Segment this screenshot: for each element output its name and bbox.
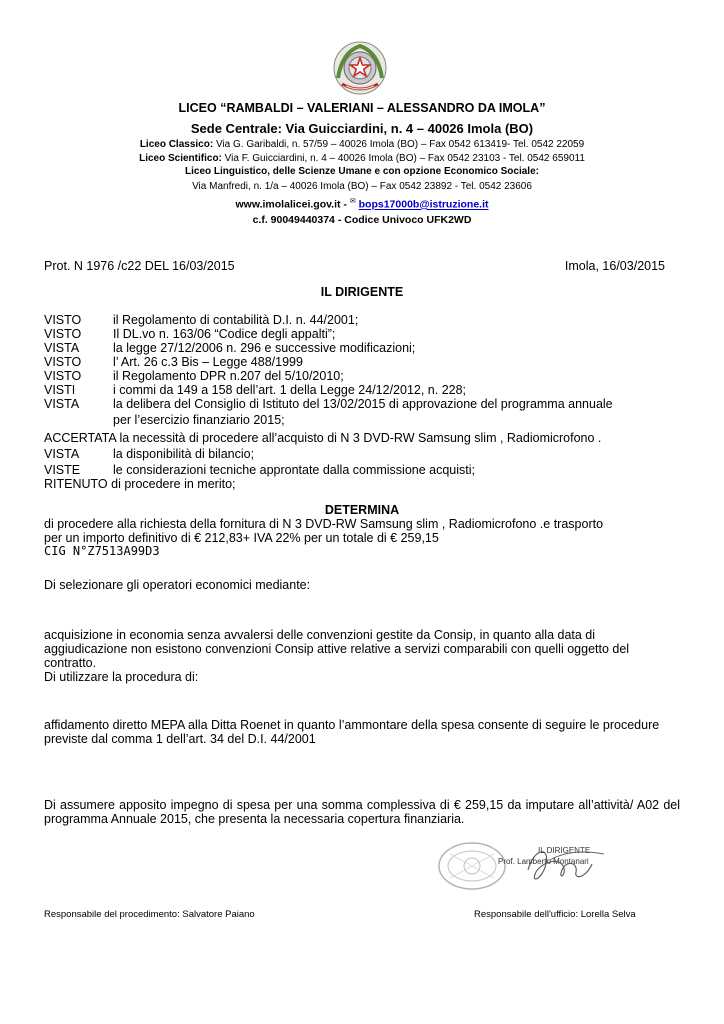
handwritten-signature <box>520 842 610 890</box>
mail-icon: ✉ <box>349 198 356 205</box>
visto-text: la disponibilità di bilancio; <box>113 447 255 461</box>
classico-label: Liceo Classico: <box>139 139 214 150</box>
selezionare-line: Di selezionare gli operatori economici mediante: <box>44 578 311 592</box>
acquisizione-paragraph: acquisizione in economia senza avvalersi delle convenzioni gestite da Consip, in quanto alla data di aggiudicazione non esistono convenzioni Consip attive relative a servizi comparabili con quelli oggetto del contratto. <box>44 628 630 670</box>
email-link[interactable]: bops17000b@istruzione.it <box>358 198 489 211</box>
place-date: Imola, 16/03/2015 <box>564 259 665 273</box>
visto-text: Il DL.vo n. 163/06 “Codice degli appalti”; <box>113 327 336 341</box>
ritenuto-line: RITENUTO di procedere in merito; <box>44 477 236 491</box>
visto-text: la legge 27/12/2006 n. 296 e successive modificazioni; <box>113 341 416 355</box>
determina-heading: DETERMINA <box>324 503 400 517</box>
visto-key: VISTA <box>44 397 80 411</box>
scientifico-label: Liceo Scientifico: <box>139 153 222 164</box>
procedura-line: Di utilizzare la procedura di: <box>44 670 199 684</box>
linguistico-address: Via Manfredi, n. 1/a – 40026 Imola (BO) – Fax 0542 23892 - Tel. 0542 23606 <box>192 181 532 192</box>
signature-role: IL DIRIGENTE <box>538 846 591 855</box>
accertata-line: ACCERTATA la necessità di procedere all’acquisto di N 3 DVD-RW Samsung slim , Radiomicrofono . <box>44 431 602 445</box>
visto-text: il Regolamento di contabilità D.I. n. 44/2001; <box>113 313 359 327</box>
scientifico-line <box>0 153 724 164</box>
fiscal-code: c.f. 90049440374 - Codice Univoco UFK2WD <box>252 214 472 226</box>
footer-office-owner: Responsabile dell'ufficio: Lorella Selva <box>474 909 636 920</box>
school-seat: Sede Centrale: Via Guicciardini, n. 4 – 40026 Imola (BO) <box>190 121 534 136</box>
visto-text: l’ Art. 26 c.3 Bis – Legge 488/1999 <box>113 355 303 369</box>
cig-code: CIG N°Z7513A99D3 <box>44 544 160 558</box>
visto-key: VISTA <box>44 341 80 355</box>
footer-procedure-owner: Responsabile del procedimento: Salvatore Paiano <box>44 909 255 920</box>
determina-line-2: per un importo definitivo di € 212,83+ IVA 22% per un totale di € 259,15 <box>44 531 439 545</box>
visto-key: VISTE <box>44 463 81 477</box>
visto-key: VISTO <box>44 355 82 369</box>
visto-text: il Regolamento DPR n.207 del 5/10/2010; <box>113 369 344 383</box>
visto-text: la delibera del Consiglio di Istituto del 13/02/2015 di approvazione del programma annuale <box>113 397 613 411</box>
visto-key: VISTA <box>44 447 80 461</box>
determina-line-1: di procedere alla richiesta della fornitura di N 3 DVD-RW Samsung slim , Radiomicrofono .e trasporto <box>44 517 604 531</box>
visto-key: VISTI <box>44 383 76 397</box>
linguistico-line: Liceo Linguistico, delle Scienze Umane e con opzione Economico Sociale: <box>185 166 539 177</box>
scientifico-address: Via F. Guicciardini, n. 4 – 40026 Imola (BO) – Fax 0542 23103 - Tel. 0542 659011 <box>221 153 585 164</box>
affidamento-paragraph: affidamento diretto MEPA alla Ditta Roenet in quanto l’ammontare della spesa consente di seguire le procedure previste dal comma 1 dell’art. 34 del D.I. 44/2001 <box>44 718 660 746</box>
visto-key: VISTO <box>44 369 82 383</box>
visto-key: VISTO <box>44 327 82 341</box>
document-title: IL DIRIGENTE <box>320 285 404 299</box>
italian-republic-emblem <box>332 40 388 96</box>
classico-address: Via G. Garibaldi, n. 57/59 – 40026 Imola (BO) – Fax 0542 613419- Tel. 0542 22059 <box>213 139 585 150</box>
school-stamp <box>436 840 508 892</box>
impegno-paragraph: Di assumere apposito impegno di spesa per una somma complessiva di € 259,15 da imputare all’attività/ A02 del programma Annuale 2015, che presenta la necessaria copertura finanziaria. <box>44 798 680 826</box>
visto-key: VISTO <box>44 313 82 327</box>
website: www.imolalicei.gov.it - <box>235 198 347 211</box>
visto-text: i commi da 149 a 158 dell’art. 1 della Legge 24/12/2012, n. 228; <box>113 383 467 397</box>
protocol-number: Prot. N 1976 /c22 DEL 16/03/2015 <box>44 259 235 273</box>
classico-line <box>0 139 724 150</box>
visto-text: per l’esercizio finanziario 2015; <box>113 413 285 427</box>
signature-name: Prof. Lamberto Montanari <box>498 857 589 866</box>
school-name: LICEO “RAMBALDI – VALERIANI – ALESSANDRO DA IMOLA” <box>178 101 546 115</box>
web-email-line <box>0 197 724 211</box>
visto-text: le considerazioni tecniche approntate dalla commissione acquisti; <box>113 463 476 477</box>
